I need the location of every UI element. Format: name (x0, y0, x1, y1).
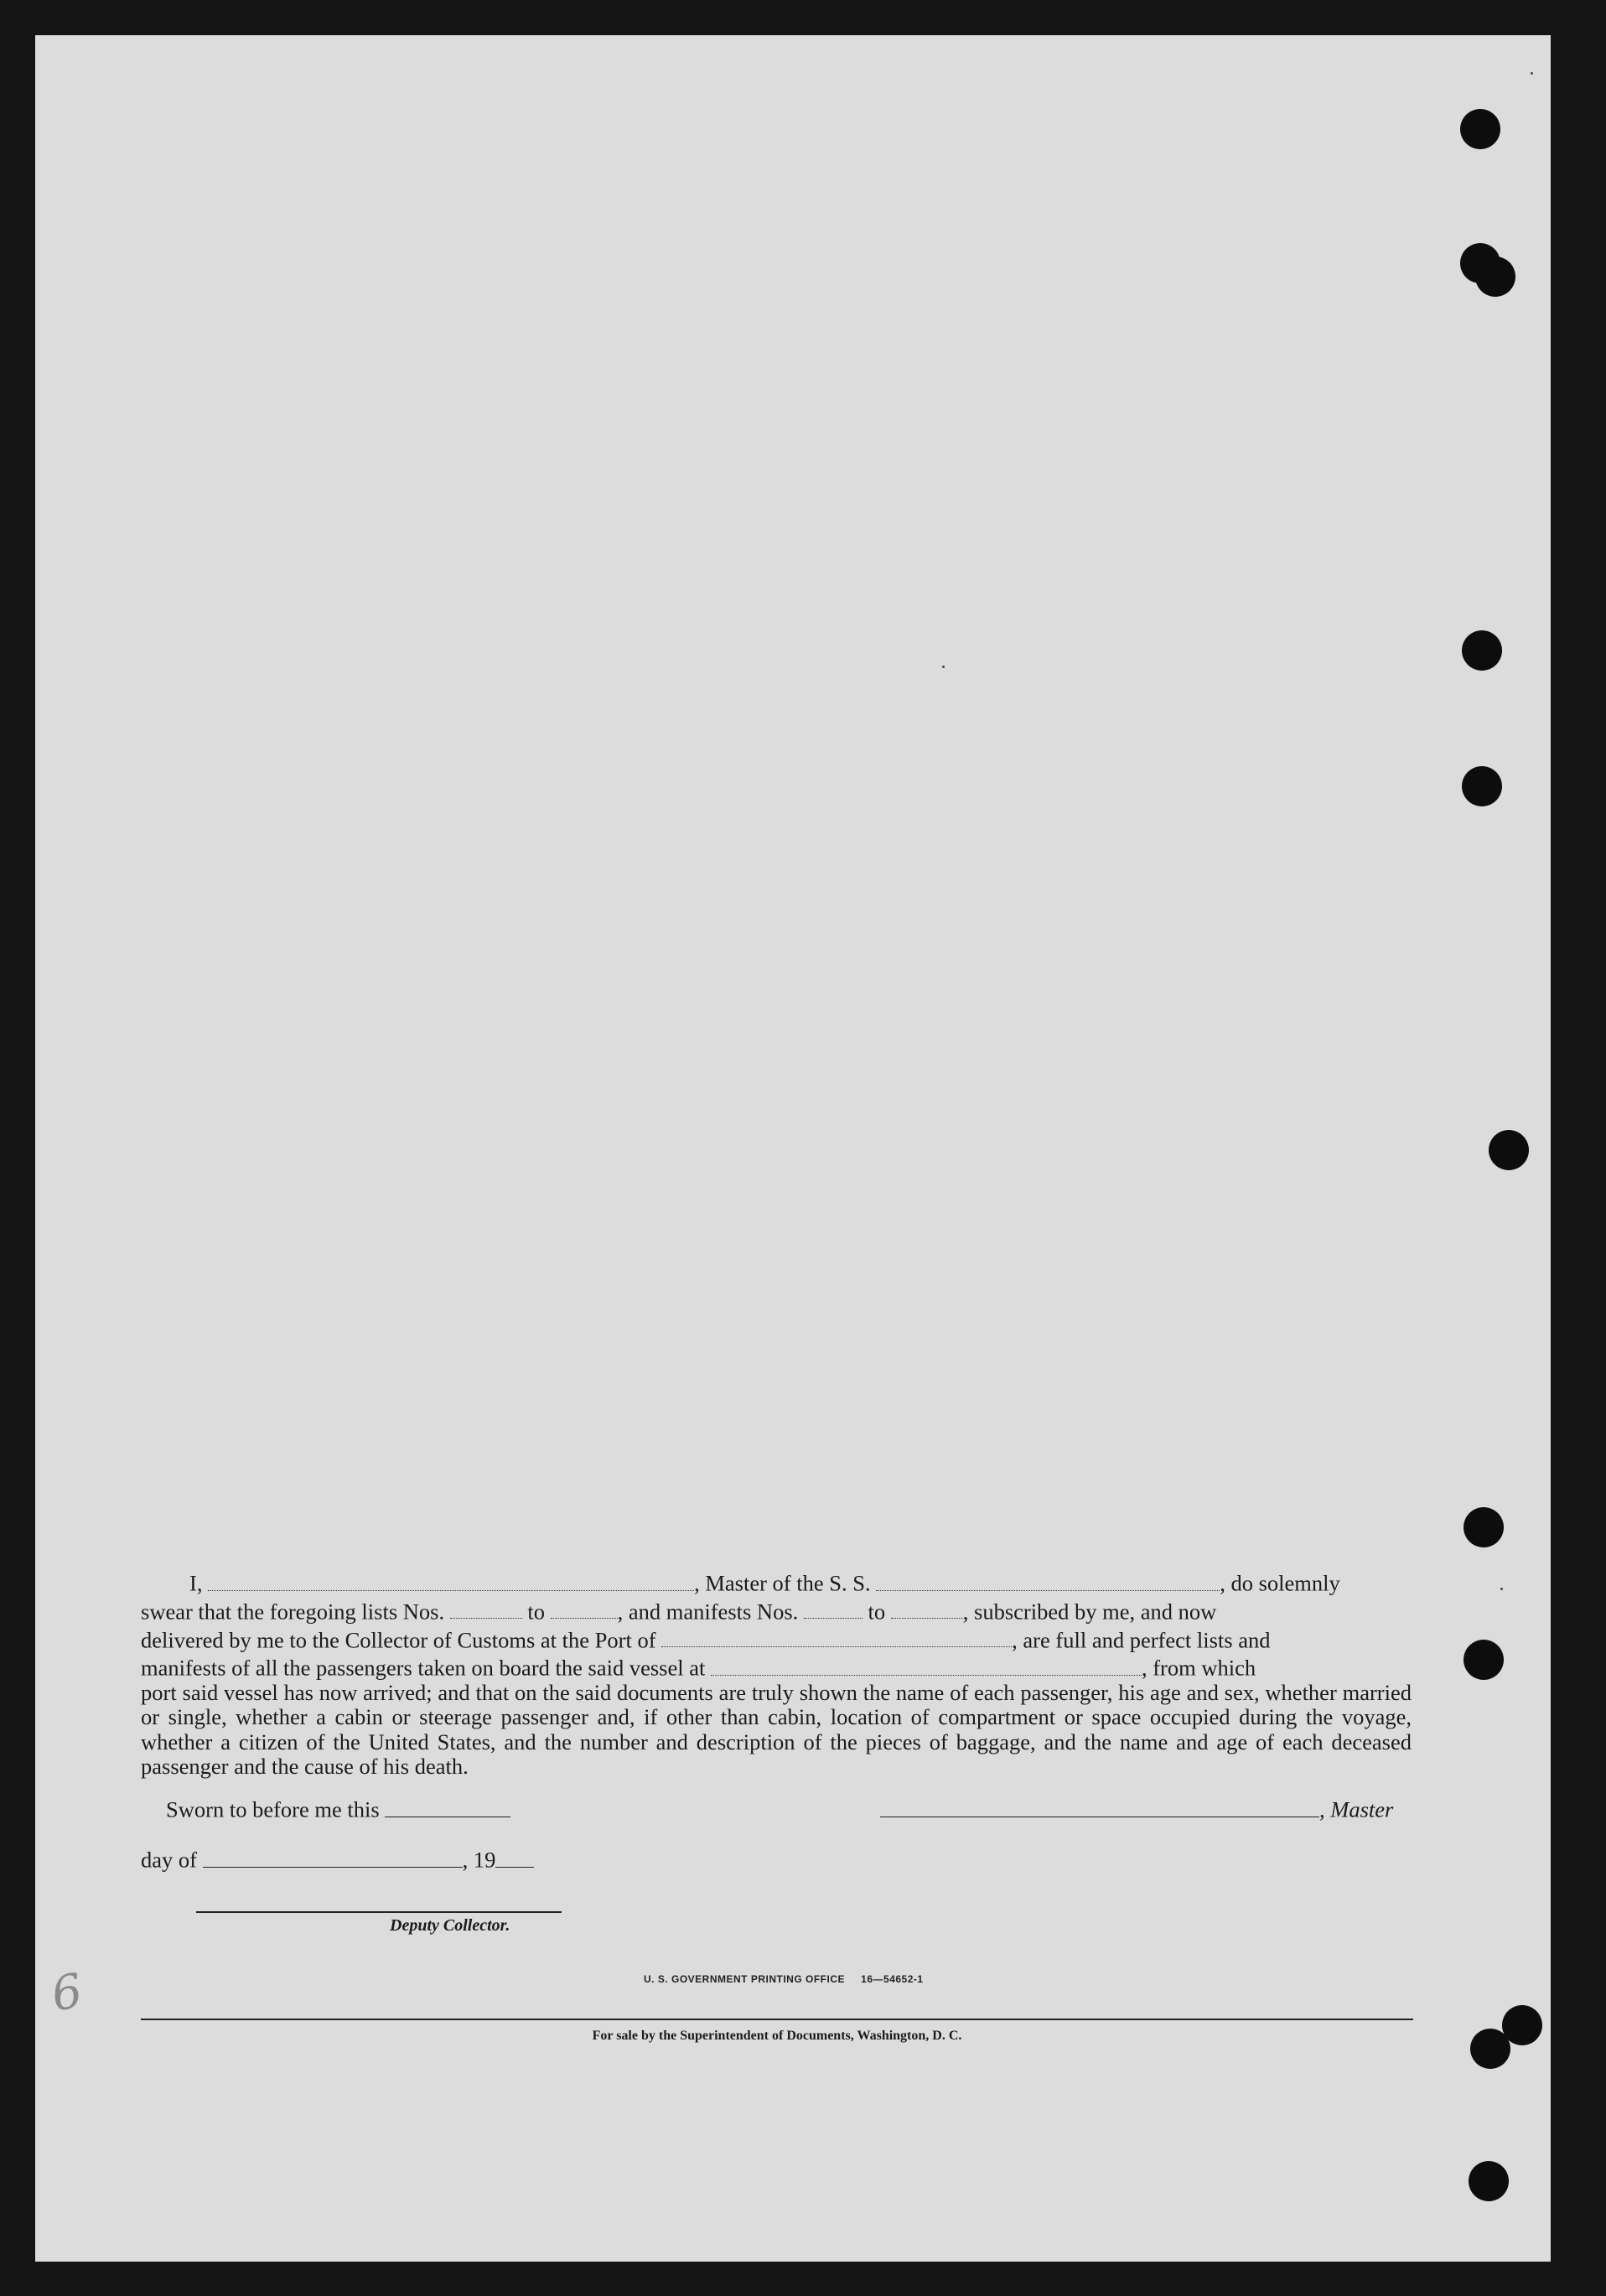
port-blank (661, 1625, 1012, 1648)
punch-hole (1475, 257, 1515, 297)
oath-subscribed: , subscribed by me, and now (962, 1599, 1217, 1625)
handwritten-mark: 6 (47, 1963, 87, 2023)
year-label: , 19 (462, 1847, 496, 1873)
document-page (35, 35, 1551, 2262)
day-of-label: day of (141, 1847, 197, 1873)
oath-body: port said vessel has now arrived; and that on the said documents are truly shown the name of each passenger, his age and sex, whether married or single, whether a cabin or steerage passenger and, if other than cabin, location of compartment or space occupied during the voyage, whether a citizen of the United States, and the number and description of the pieces of baggage, and the name and age of each deceased passenger and the cause of his death. (141, 1680, 1412, 1780)
oath-full-lists: , are full and perfect lists and (1012, 1627, 1271, 1653)
footer-rule (141, 2019, 1413, 2020)
master-name-blank (208, 1568, 694, 1591)
master-signature-line (880, 1794, 1393, 1823)
printing-office-line: U. S. GOVERNMENT PRINTING OFFICE 16—54652-1 (644, 1973, 924, 1985)
sworn-label: Sworn to before me this (166, 1796, 380, 1822)
for-sale-notice: For sale by the Superintendent of Documents, Washington, D. C. (592, 2029, 962, 2043)
oath-manifests-all: manifests of all the passengers taken on board the said vessel at (141, 1655, 706, 1681)
deputy-collector-label: Deputy Collector. (390, 1916, 510, 1935)
ship-name-blank (876, 1568, 1220, 1591)
punch-hole (1469, 2161, 1509, 2201)
oath-manifests: , and manifests Nos. (617, 1599, 799, 1625)
speck (1531, 72, 1533, 75)
day-of-line (141, 1844, 534, 1874)
oath-master-label: , Master of the S. S. (694, 1570, 871, 1596)
list-from-blank (450, 1596, 522, 1620)
month-blank (203, 1844, 463, 1868)
oath-swear: swear that the foregoing lists Nos. (141, 1599, 445, 1625)
punch-hole (1464, 1507, 1504, 1547)
speck (942, 666, 945, 668)
list-to-blank (551, 1596, 618, 1620)
oath-i: I, (189, 1570, 203, 1596)
punch-hole (1460, 109, 1500, 149)
speck (1500, 1588, 1503, 1590)
sworn-line (166, 1794, 510, 1823)
boarding-port-blank (711, 1652, 1142, 1676)
manifest-from-blank (804, 1596, 863, 1620)
sworn-day-blank (385, 1794, 510, 1817)
oath-from-which: , from which (1141, 1655, 1256, 1681)
manifest-to-blank (891, 1596, 963, 1620)
oath-delivered: delivered by me to the Collector of Customs at the Port of (141, 1627, 656, 1653)
oath-solemnly: , do solemnly (1220, 1570, 1340, 1596)
oath-paragraph (141, 1568, 1412, 1779)
punch-hole (1464, 1640, 1504, 1680)
punch-hole (1489, 1130, 1529, 1170)
oath-to-2: to (868, 1599, 886, 1625)
deputy-signature-line (196, 1911, 562, 1913)
year-blank (495, 1844, 534, 1868)
punch-hole (1462, 630, 1502, 671)
punch-hole (1462, 766, 1502, 806)
oath-to: to (527, 1599, 545, 1625)
master-signature-blank (880, 1794, 1319, 1817)
punch-hole (1470, 2029, 1510, 2069)
master-label: , Master (1319, 1796, 1394, 1822)
